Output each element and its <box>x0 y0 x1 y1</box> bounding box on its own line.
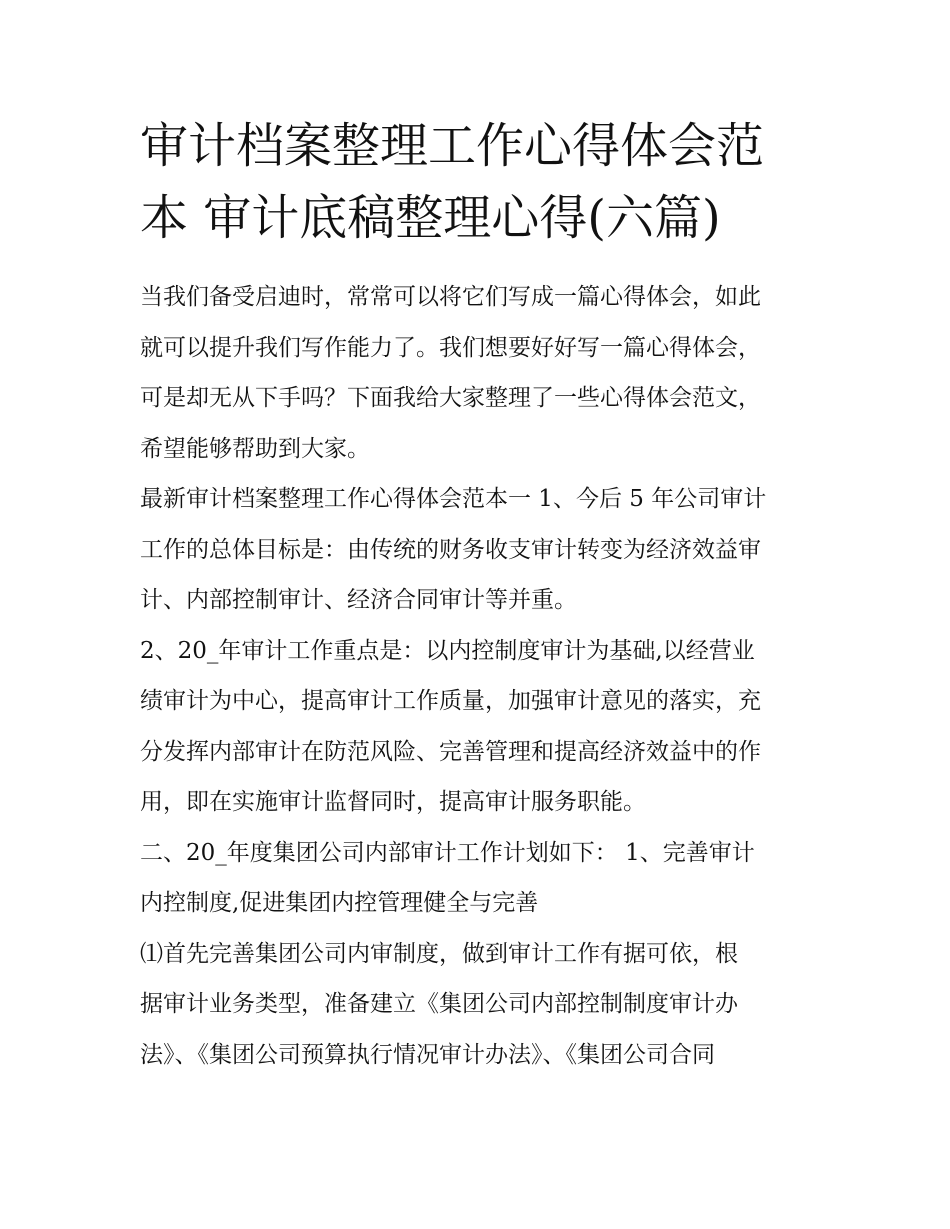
paragraph-rules <box>140 929 812 1081</box>
document-page <box>140 110 812 1080</box>
text-line: 分发挥内部审计在防范风险、完善管理和提高经济效益中的作 <box>140 738 761 765</box>
text-line: 可是却无从下手吗？下面我给大家整理了一些心得体会范文， <box>140 385 761 411</box>
text-line: 当我们备受启迪时，常常可以将它们写成一篇心得体会，如此 <box>140 284 761 310</box>
paragraph-plan <box>140 828 812 929</box>
text-line: 希望能够帮助到大家。 <box>140 435 370 462</box>
text-line: 二、20_年度集团公司内部审计工作计划如下： 1、完善审计 <box>140 839 755 866</box>
text-line: 用，即在实施审计监督同时，提高审计服务职能。 <box>140 789 646 815</box>
text-line: 据审计业务类型，准备建立《集团公司内部控制制度审计办 <box>140 991 738 1017</box>
paragraph-goal <box>140 474 812 626</box>
text-line: 计、内部控制审计、经济合同审计等并重。 <box>140 587 577 613</box>
text-line: 内控制度,促进集团内控管理健全与完善 <box>140 890 539 916</box>
text-line: ⑴首先完善集团公司内审制度，做到审计工作有据可依，根 <box>140 940 738 967</box>
text-line: 就可以提升我们写作能力了。我们想要好好写一篇心得体会， <box>140 334 761 361</box>
title-line: 审计档案整理工作心得体会范 <box>140 118 765 174</box>
paragraph-focus <box>140 626 812 828</box>
document-title <box>140 110 812 254</box>
text-line: 法》、《集团公司预算执行情况审计办法》、《集团公司合同 <box>140 1041 715 1068</box>
title-line: 本 审计底稿整理心得(六篇) <box>140 190 721 246</box>
text-line: 最新审计档案整理工作心得体会范本一 1、今后 5 年公司审计 <box>140 486 767 512</box>
text-line: 2、20_年审计工作重点是：以内控制度审计为基础,以经营业 <box>140 637 755 664</box>
text-line: 工作的总体目标是：由传统的财务收支审计转变为经济效益审 <box>140 536 761 563</box>
text-line: 绩审计为中心，提高审计工作质量，加强审计意见的落实，充 <box>140 688 761 714</box>
paragraph-intro <box>140 272 812 474</box>
